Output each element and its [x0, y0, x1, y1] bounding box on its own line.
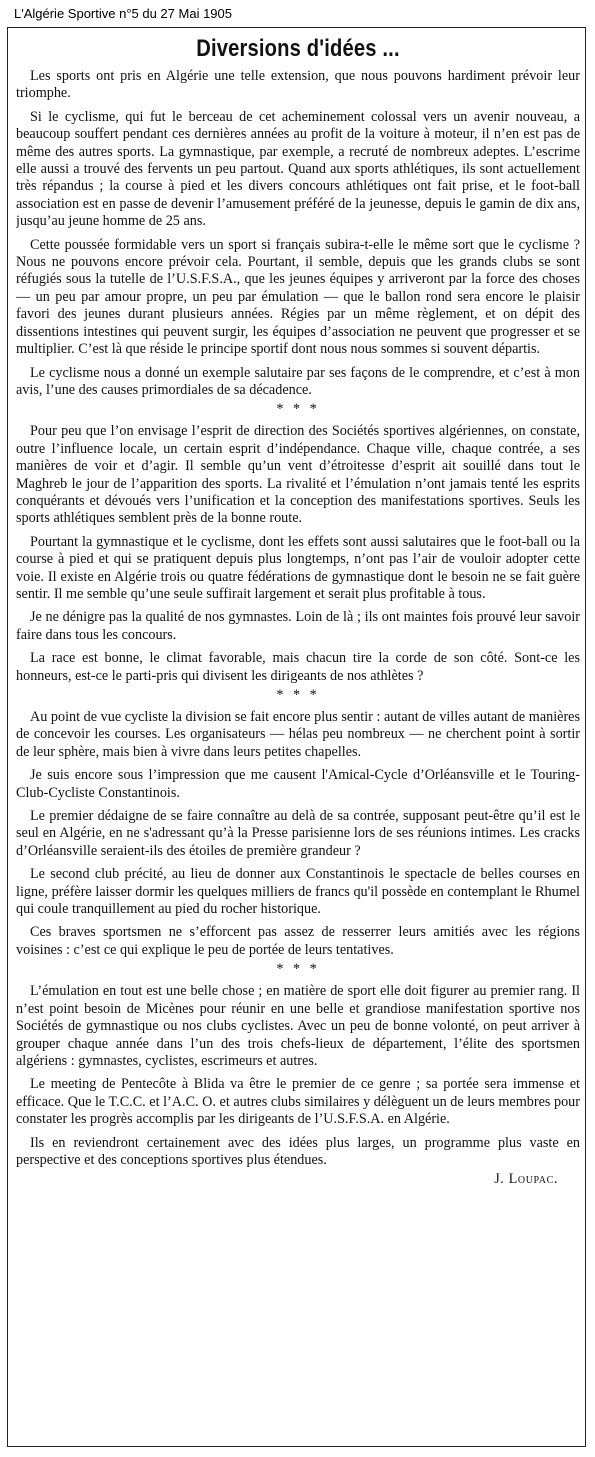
paragraph: Le premier dédaigne de se faire connaître au delà de sa contrée, supposant peut-être qu’il est le seul en Algérie, en ne s'adressant qu’à la Presse parisienne lors de ses réunions intimes. Les cracks d’Orléansville seraient-ils des étoiles de première grandeur ?: [16, 808, 580, 859]
paragraph: Le second club précité, au lieu de donner aux Constantinois le spectacle de belles courses en ligne, préfère laisser dormir les quelques milliers de francs qu'il possède en contemplant le Rhumel qui coule tranquillement au pied du rocher historique.: [16, 866, 580, 918]
paragraph: Les sports ont pris en Algérie une telle extension, que nous pouvons hardiment prévoir leur triomphe.: [16, 68, 580, 102]
paragraph: Ces braves sportsmen ne s’efforcent pas assez de resserrer leurs amitiés avec les régions voisines : c’est ce qui explique le peu de portée de leurs tentatives.: [16, 924, 580, 958]
paragraph: Pour peu que l’on envisage l’esprit de direction des Sociétés sportives algériennes, on constate, outre l’influence locale, un certain esprit d’indépendance. Chaque ville, chaque contrée, a ses manières de voir et d’agir. Il semble qu’un vent d’étroitesse d’esprit ait souillé dans tout le Maghreb le jour de l’apparition des sports. La rivalité et l’émulation n’ont jamais tenté les esprits conquérants et dévoués vers l’unification et la conception des manifestations sportives. Seuls les sports athlétiques semblent près de la bonne route.: [16, 423, 580, 527]
paragraph: Cette poussée formidable vers un sport si français subira-t-elle le même sort que le cyclisme ? Nous ne pouvons encore prévoir cela. Pourtant, il semble, depuis que les grands clubs se sont réfugiés sous la tutelle de l’U.S.F.S.A., que les jeunes équipes y arriveront par la force des choses — un peu par amour propre, un peu par émulation — que le ballon rond sera encore le plaisir favori des jeunes durant plusieurs années. Régies par un même règlement, et on dépit des dissentions intestines qui peuvent surgir, les équipes d’association ne peuvent que progresser et se multiplier. C’est là que réside le principe sportif dont nous nous sommes si souvent départis.: [16, 236, 580, 358]
article-blocks: [16, 68, 580, 1169]
paragraph: Le cyclisme nous a donné un exemple salutaire par ses façons de le comprendre, et c’est à mon avis, l’une des causes primordiales de sa décadence.: [16, 364, 580, 398]
paragraph: Si le cyclisme, qui fut le berceau de cet acheminement colossal vers un avenir nouveau, a beaucoup souffert pendant ces dernières années au profit de la voiture à moteur, il n’en est pas de même des autres sports. La gymnastique, par exemple, a recruté de nombreux adeptes. L’escrime elle aussi a trouvé des fervents un peu partout. Quand aux sports athlétiques, ils sont actuellement très répandus ; la course à pied et les divers concours athlétiques ont fait prise, et le foot-ball association est en passe de devenir l’amusement préféré de la jeunesse, depuis le gamin de dix ans, jusqu’au jeune homme de 25 ans.: [16, 108, 580, 230]
paragraph: La race est bonne, le climat favorable, mais chacun tire la corde de son côté. Sont-ce les honneurs, est-ce le parti-pris qui divisent les dirigeants de nos athlètes ?: [16, 650, 580, 684]
paragraph: Pourtant la gymnastique et le cyclisme, dont les effets sont aussi salutaires que le foot-ball ou la course à pied et qui se pratiquent depuis plus longtemps, n’ont pas l’air de vouloir adopter cette voie. Il existe en Algérie trois ou quatre fédérations de gymnastique dont le besoin ne se fait guère sentir. Il me semble qu’une seule suffirait largement et serait plus profitable à tous.: [16, 533, 580, 602]
section-separator: * * *: [276, 401, 320, 418]
author-signature: J. Loupac.: [494, 1171, 558, 1188]
article-body: [16, 32, 580, 1444]
article-title: Diversions d'idées ...: [196, 35, 400, 62]
paragraph: Je suis encore sous l’impression que me causent l'Amical-Cycle d’Orléansville et le Touring-Club-Cycliste Constantinois.: [16, 767, 580, 801]
paragraph: Au point de vue cycliste la division se fait encore plus sentir : autant de villes autant de manières de concevoir les courses. Les organisateurs — hélas peu nombreux — ne cherchent point à sortir de leur sphère, mais bien à vivre dans leurs petites chapelles.: [16, 709, 580, 760]
paragraph: Ils en reviendront certainement avec des idées plus larges, un programme plus vaste en perspective et des conceptions sportives plus étendues.: [16, 1134, 580, 1168]
publication-header: L'Algérie Sportive n°5 du 27 Mai 1905: [14, 6, 232, 21]
paragraph: L’émulation en tout est une belle chose ; en matière de sport elle doit figurer au premier rang. Il n’est point besoin de Micènes pour réunir en une belle et grandiose manifestation sportive nos Sociétés de gymnastique ou nos clubs cyclistes. Avec un peu de bonne volonté, on peut arriver à grouper chaque année dans l’un des trois chefs-lieux de département, l’élite des sportsmen algériens : gymnastes, cyclistes, escrimeurs et autres.: [16, 983, 580, 1069]
section-separator: * * *: [276, 687, 320, 703]
paragraph: Le meeting de Pentecôte à Blida va être le premier de ce genre ; sa portée sera immense et efficace. Que le T.C.C. et l’A.C. O. et autres clubs similaires y délèguent un de leurs membres pour constater les progrès accomplis par les dirigeants de l’U.S.F.S.A. en Algérie.: [16, 1076, 580, 1128]
section-separator: * * *: [276, 961, 320, 978]
paragraph: Je ne dénigre pas la qualité de nos gymnastes. Loin de là ; ils ont maintes fois prouvé leur savoir faire dans tous les concours.: [16, 609, 580, 643]
